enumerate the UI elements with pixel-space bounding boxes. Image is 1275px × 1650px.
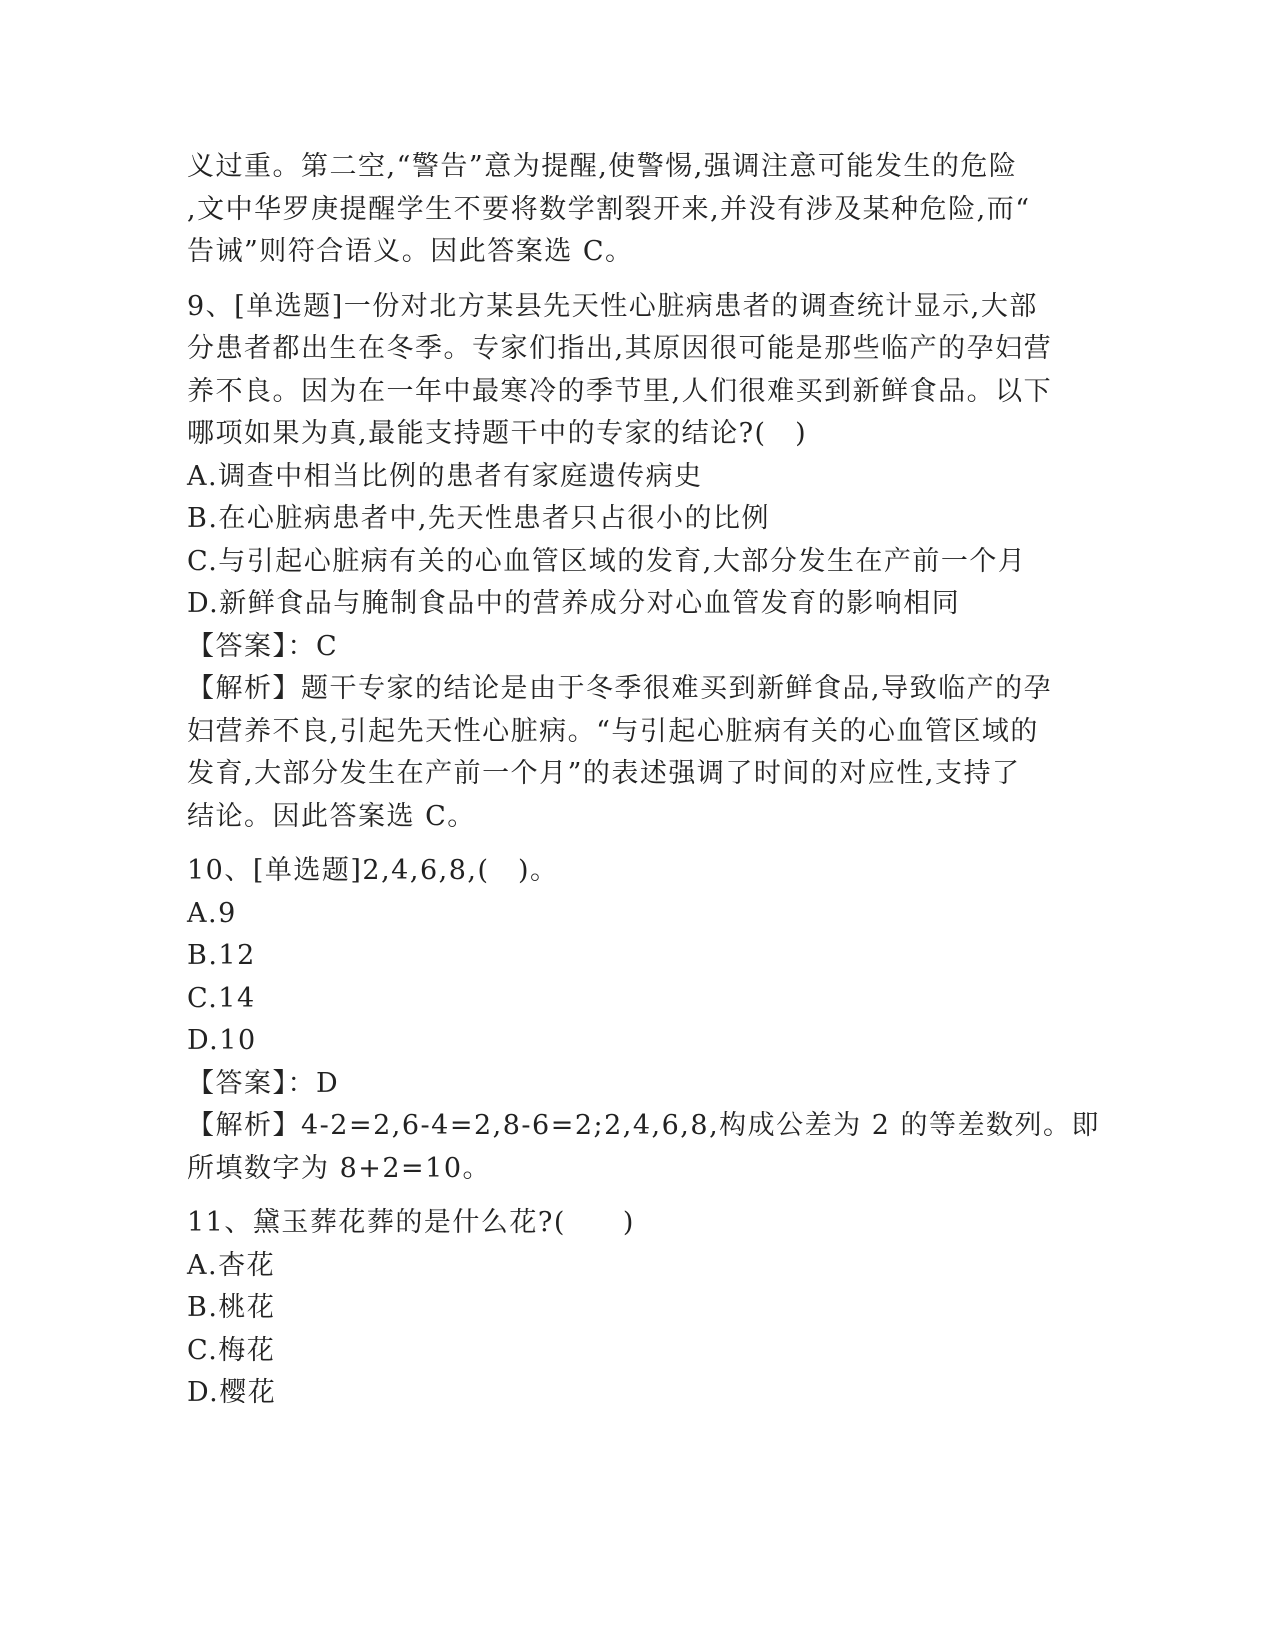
option-d: D.樱花	[187, 1377, 277, 1408]
analysis-line: 结论。因此答案选 C。	[187, 800, 476, 832]
question-stem-line: 养不良。因为在一年中最寒冷的季节里,人们很难买到新鲜食品。以下	[187, 375, 1053, 407]
analysis-line: 【解析】题干专家的结论是由于冬季很难买到新鲜食品,导致临产的孕	[187, 673, 1053, 704]
previous-analysis-continuation	[187, 146, 1087, 274]
option-b: B.12	[187, 940, 256, 971]
option-b: B.在心脏病患者中,先天性患者只占很小的比例	[187, 503, 771, 534]
document-page	[187, 146, 1100, 1415]
option-a: A.杏花	[187, 1249, 276, 1281]
question-stem-line: 哪项如果为真,最能支持题干中的专家的结论?( )	[187, 418, 808, 449]
answer-line: 【答案】：D	[187, 1067, 340, 1099]
analysis-line: 妇营养不良,引起先天性心脏病。“与引起心脏病有关的心血管区域的	[187, 715, 1039, 747]
option-c: C.梅花	[187, 1334, 276, 1366]
option-c: C.与引起心脏病有关的心血管区域的发育,大部分发生在产前一个月	[187, 545, 1027, 577]
question-stem-line: 11、黛玉葬花葬的是什么花?( )	[187, 1207, 635, 1238]
analysis-line: 所填数字为 8+2=10。	[187, 1152, 492, 1184]
option-d: D.新鲜食品与腌制食品中的营养成分对心血管发育的影响相同	[187, 588, 961, 619]
text-line: 告诫”则符合语义。因此答案选 C。	[187, 236, 634, 267]
text-line: ,文中华罗庚提醒学生不要将数学割裂开来,并没有涉及某种危险,而“	[187, 193, 1031, 225]
question-stem-line: 分患者都出生在冬季。专家们指出,其原因很可能是那些临产的孕妇营	[187, 333, 1053, 364]
question-stem-line: 9、[单选题]一份对北方某县先天性心脏病患者的调查统计显示,大部	[187, 290, 1038, 322]
analysis-line: 【解析】4-2=2,6-4=2,8-6=2;2,4,6,8,构成公差为 2 的等差数列。即	[187, 1110, 1100, 1141]
question-11	[187, 1202, 1087, 1415]
question-9	[187, 286, 1087, 839]
question-stem-line: 10、[单选题]2,4,6,8,( )。	[187, 855, 559, 886]
option-b: B.桃花	[187, 1292, 276, 1323]
analysis-line: 发育,大部分发生在产前一个月”的表述强调了时间的对应性,支持了	[187, 758, 1021, 789]
option-c: C.14	[187, 982, 256, 1014]
option-a: A.9	[187, 897, 237, 929]
text-line: 义过重。第二空,“警告”意为提醒,使警惕,强调注意可能发生的危险	[187, 151, 1018, 182]
question-10	[187, 850, 1100, 1190]
option-a: A.调查中相当比例的患者有家庭遗传病史	[187, 460, 703, 492]
option-d: D.10	[187, 1025, 257, 1056]
answer-line: 【答案】：C	[187, 630, 339, 662]
